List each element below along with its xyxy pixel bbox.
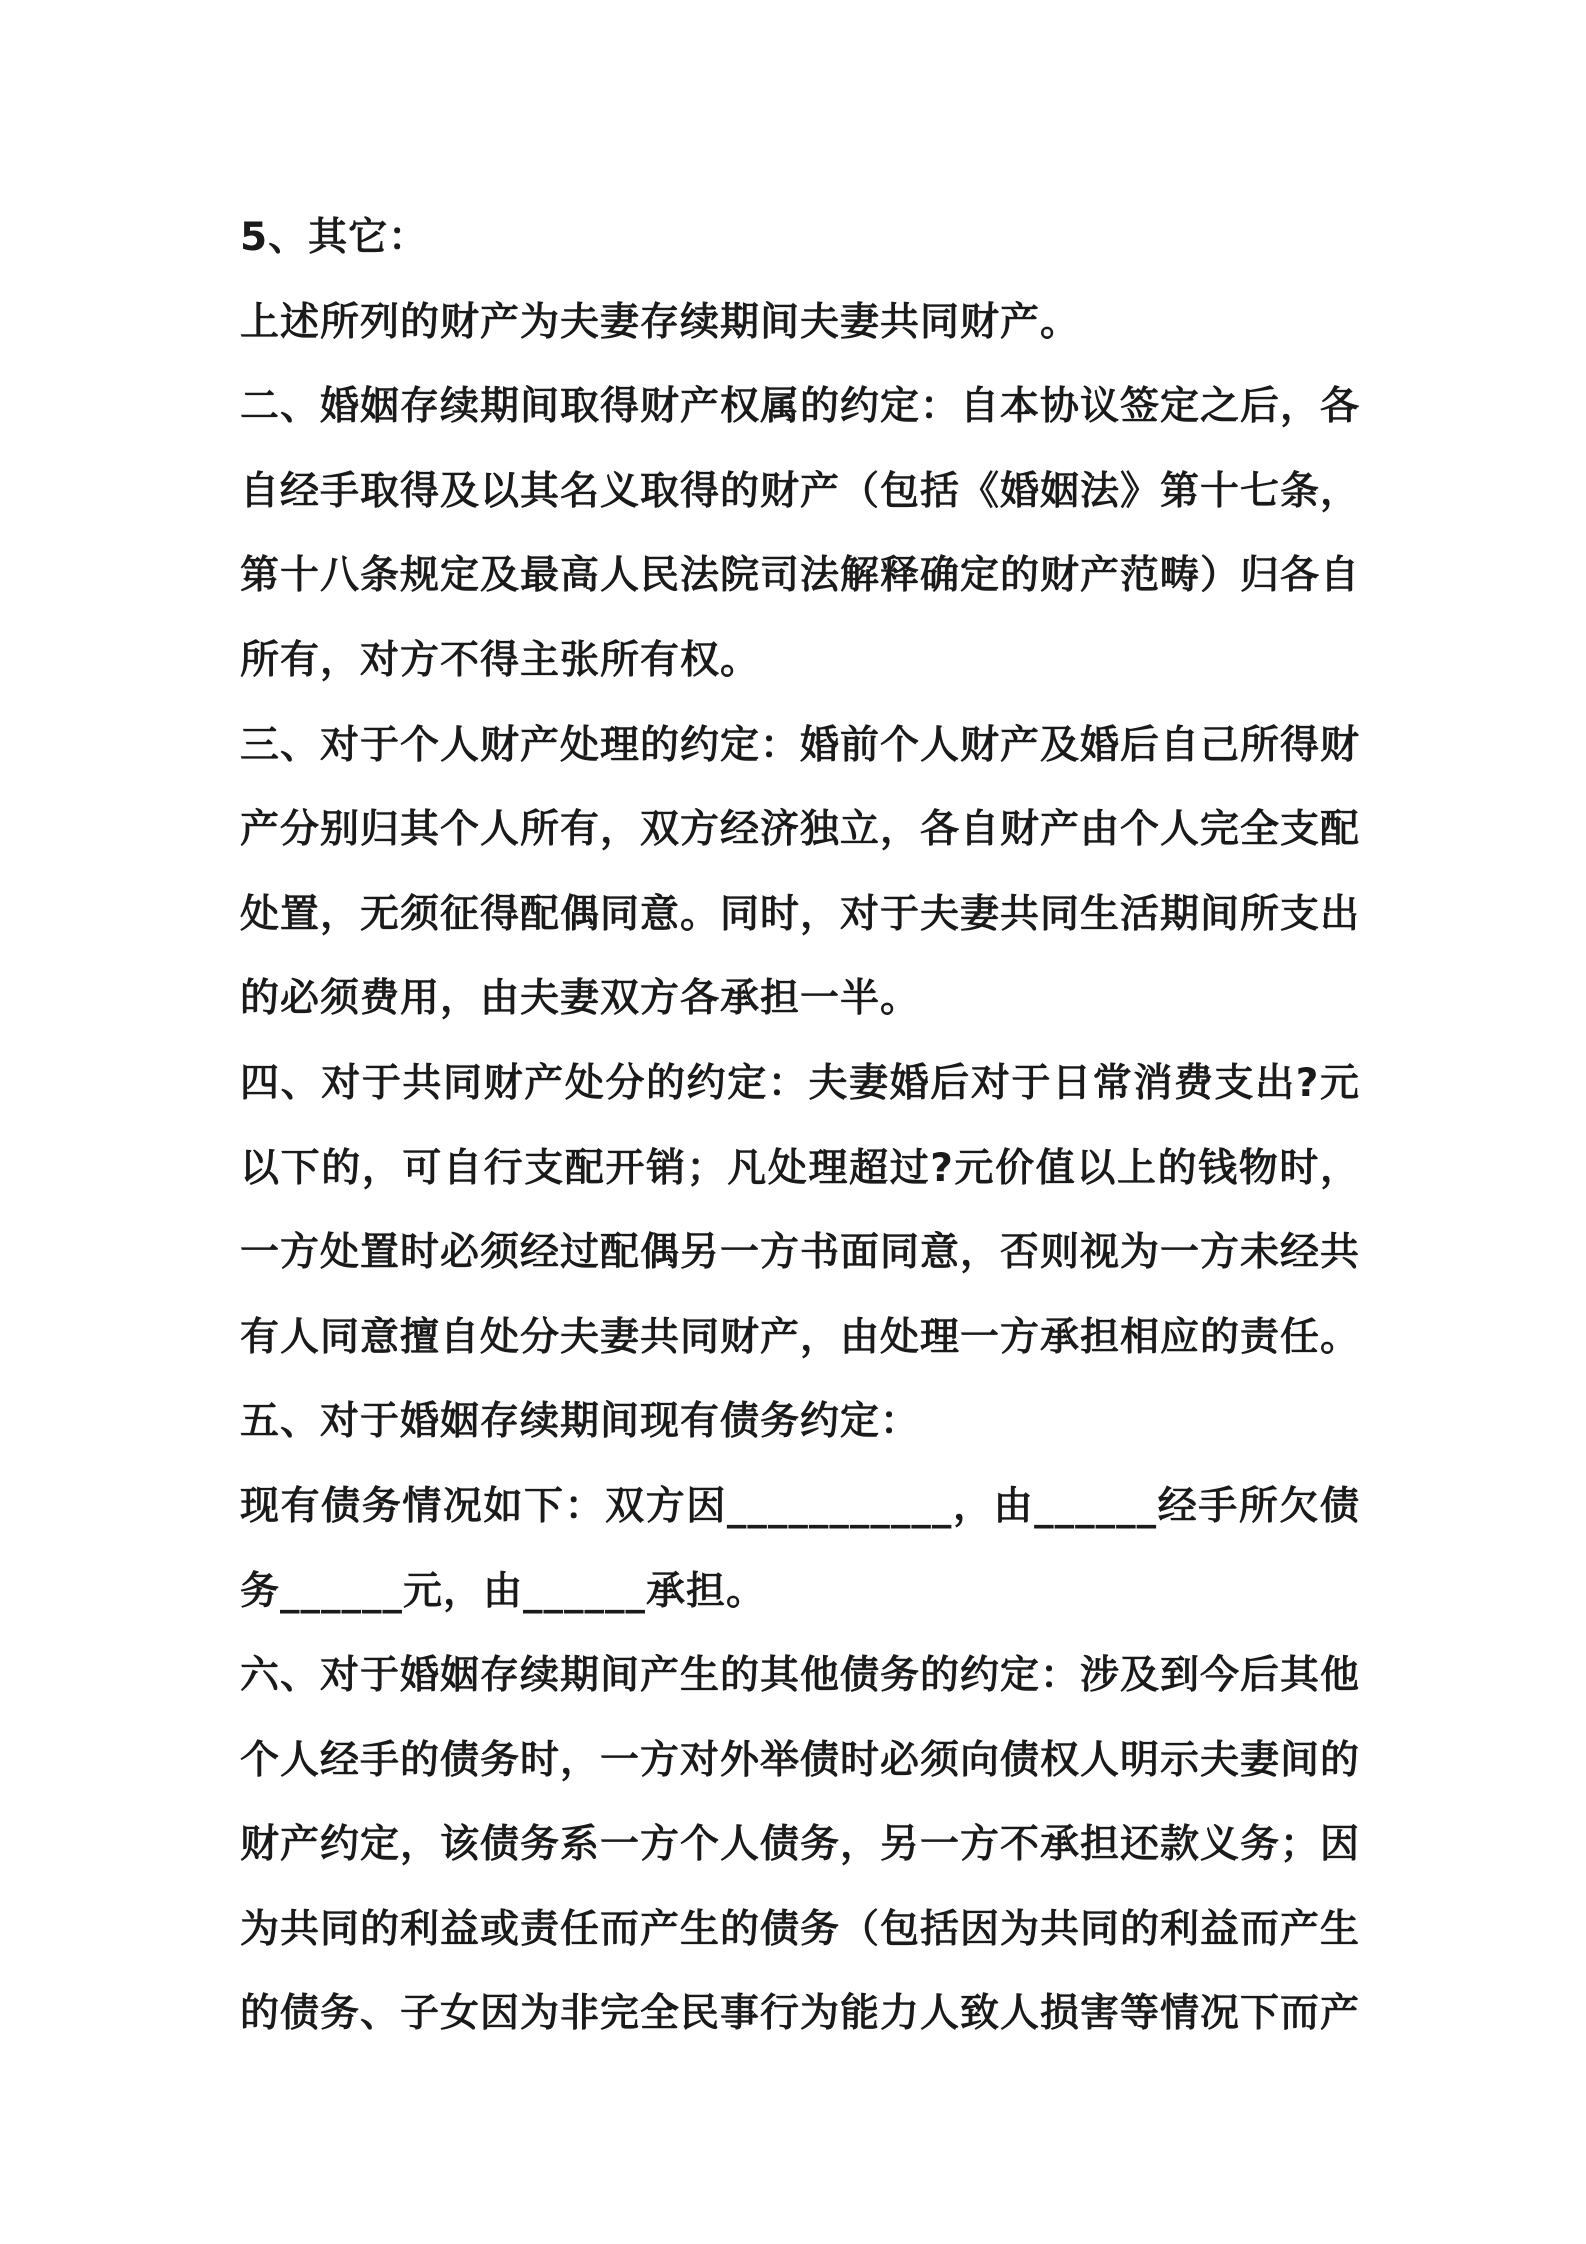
text-line: 为共同的利益或责任而产生的债务（包括因为共同的利益而产生 <box>240 1906 1361 1952</box>
text-line: 的债务、子女因为非完全民事行为能力人致人损害等情况下而产 <box>240 1991 1361 2037</box>
text-line: 二、婚姻存续期间取得财产权属的约定：自本协议签定之后，各 <box>240 384 1361 430</box>
text-line: 所有，对方不得主张所有权。 <box>240 637 761 683</box>
text-line: 务______元，由______承担。 <box>240 1568 767 1614</box>
text-line: 的必须费用，由夫妻双方各承担一半。 <box>240 976 921 1022</box>
text-line: 以下的，可自行支配开销；凡处理超过?元价值以上的钱物时， <box>240 1145 1360 1191</box>
text-line: 产分别归其个人所有，双方经济独立，各自财产由个人完全支配 <box>240 807 1361 853</box>
text-line: 处置，无须征得配偶同意。同时，对于夫妻共同生活期间所支出 <box>240 891 1361 937</box>
text-line: 财产约定，该债务系一方个人债务，另一方不承担还款义务；因 <box>240 1822 1361 1868</box>
text-line: 5、其它： <box>240 215 429 260</box>
text-line: 有人同意擅自处分夫妻共同财产，由处理一方承担相应的责任。 <box>240 1314 1361 1360</box>
text-line: 第十八条规定及最高人民法院司法解释确定的财产范畴）归各自 <box>240 553 1361 599</box>
text-line: 六、对于婚姻存续期间产生的其他债务的约定：涉及到今后其他 <box>240 1653 1361 1699</box>
text-line: 三、对于个人财产处理的约定：婚前个人财产及婚后自己所得财 <box>240 722 1361 768</box>
text-line: 现有债务情况如下：双方因___________，由______经手所欠债 <box>240 1483 1360 1529</box>
text-line: 自经手取得及以其名义取得的财产（包括《婚姻法》第十七条， <box>240 468 1361 514</box>
text-line: 一方处置时必须经过配偶另一方书面同意，否则视为一方未经共 <box>240 1230 1361 1276</box>
text-line: 上述所列的财产为夫妻存续期间夫妻共同财产。 <box>240 299 1081 345</box>
text-line: 五、对于婚姻存续期间现有债务约定： <box>240 1399 921 1445</box>
document-body <box>240 196 1360 2057</box>
text-line: 四、对于共同财产处分的约定：夫妻婚后对于日常消费支出?元 <box>240 1060 1360 1106</box>
text-line: 个人经手的债务时，一方对外举债时必须向债权人明示夫妻间的 <box>240 1737 1361 1783</box>
